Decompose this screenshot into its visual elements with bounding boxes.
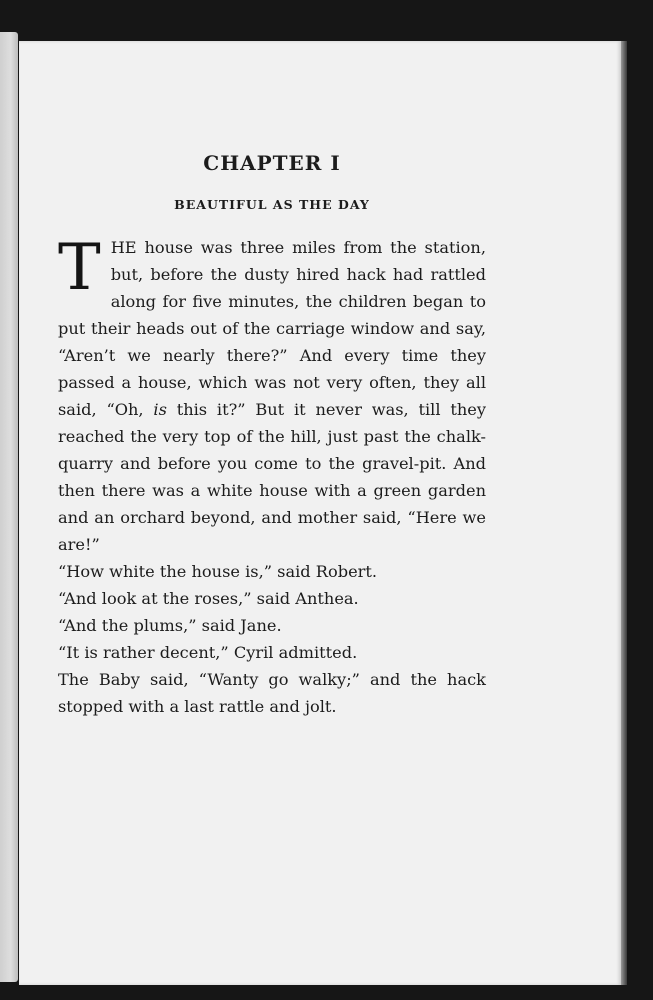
prev-page-text-fragment bbox=[1, 154, 6, 163]
chapter-title: CHAPTER I bbox=[203, 151, 341, 175]
drop-cap: T bbox=[58, 231, 101, 305]
page-edge-shadow bbox=[621, 41, 627, 985]
page-content bbox=[58, 150, 486, 720]
chapter-subtitle: BEAUTIFUL AS THE DAY bbox=[174, 197, 370, 212]
paragraph-robert: “How white the house is,” said Robert. bbox=[58, 562, 378, 581]
paragraph-baby: The Baby said, “Wanty go walky;” and the hack stopped with a last rattle and jolt. bbox=[58, 670, 486, 716]
chapter-body bbox=[58, 231, 487, 720]
previous-page-edge bbox=[0, 32, 18, 982]
first-paragraph-text-continued: this it?” But it never was, till they reached the very top of the hill, just past the chalk-quarry and before you come to the gravel-pit. And then there was a white house with a green garden and an orchard beyond, and mother said, “Here we are!” bbox=[58, 400, 487, 554]
paragraph-anthea: “And look at the roses,” said Anthea. bbox=[58, 589, 359, 608]
first-paragraph bbox=[58, 231, 487, 558]
first-paragraph-text: HE house was three miles from the station, but, before the dusty hired hack had rattled along for five minutes, the children began to put their heads out of the carriage window and say, “Aren’t we nearly there?” And every time they passed a house, which was not very often, they all said, “Oh, bbox=[58, 238, 486, 419]
emphasis-text: is bbox=[153, 400, 167, 419]
paragraph-cyril: “It is rather decent,” Cyril admitted. bbox=[58, 643, 358, 662]
paragraph-jane: “And the plums,” said Jane. bbox=[58, 616, 282, 635]
